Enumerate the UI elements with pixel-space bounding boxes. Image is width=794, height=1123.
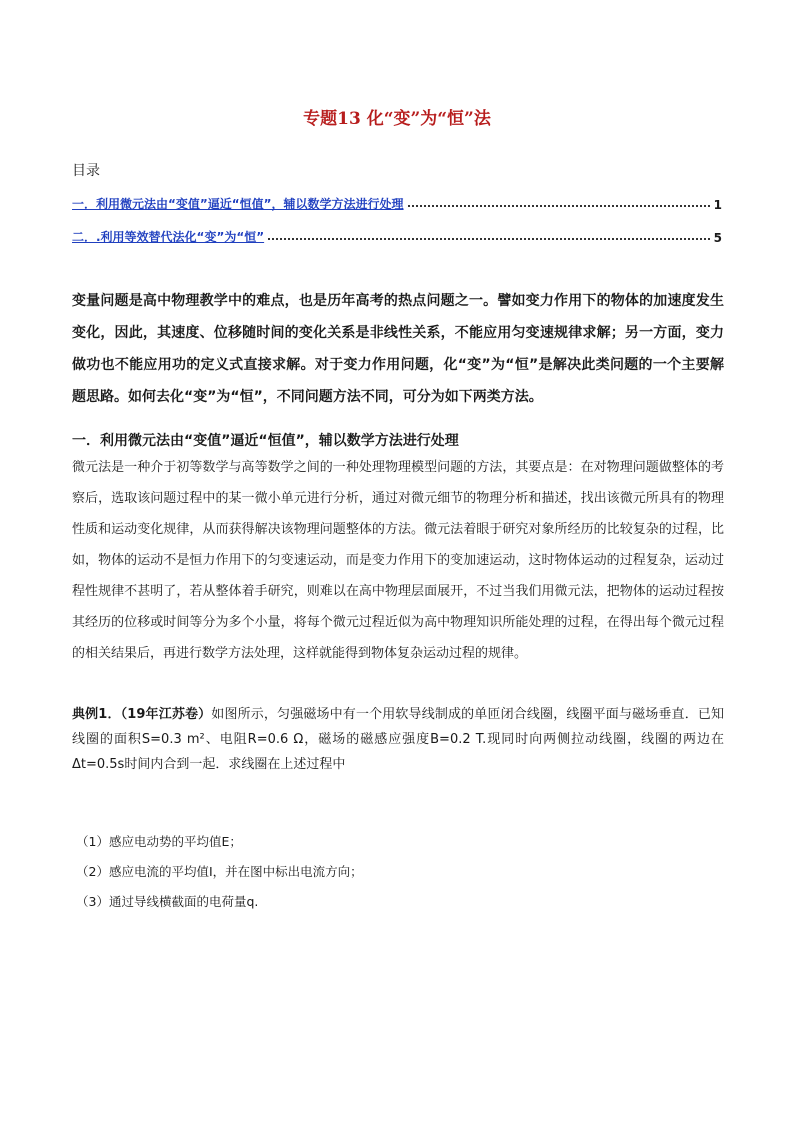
toc-heading: 目录 xyxy=(72,163,100,179)
toc-entry[interactable] xyxy=(72,225,722,245)
toc-leader-dots xyxy=(268,238,710,240)
toc-leader-dots xyxy=(408,205,710,207)
example-problem xyxy=(72,702,724,777)
example-source: （19年江苏卷） xyxy=(120,707,212,722)
example-label: 典例1． xyxy=(72,707,121,722)
question-item: （3）通过导线横截面的电荷量q. xyxy=(76,894,259,909)
body-paragraph: 微元法是一种介于初等数学与高等数学之间的一种处理物理模型问题的方法，其要点是：在对物理问题做整体的考察后，选取该问题过程中的某一微小单元进行分析，通过对微元细节的物理分析和描述，找出该微元所具有的物理性质和运动变化规律，从而获得解决该物理问题整体的方法。微元法着眼于研究对象所经历的比较复杂的过程，比如，物体的运动不是恒力作用下的匀变速运动，而是变力作用下的变加速运动，这时物体运动的过程复杂，运动过程性规律不甚明了，若从整体着手研究，则难以在高中物理层面展开，不过当我们用微元法，把物体的运动过程按其经历的位移或时间等分为多个小量，将每个微元过程近似为高中物理知识所能处理的过程，在得出每个微元过程的相关结果后，再进行数学方法处理，这样就能得到物体复杂运动过程的规律。 xyxy=(72,460,724,661)
example-text: 如图所示，匀强磁场中有一个用软导线制成的单匝闭合线圈，线圈平面与磁场垂直．已知线圈的面积S=0.3 m²、电阻R=0.6 Ω，磁场的磁感应强度B=0.2 T.现同时向两侧拉动线圈，线圈的两边在Δt=0.5s时间内合到一起．求线圈在上述过程中 xyxy=(72,707,724,772)
toc-page-number: 5 xyxy=(713,231,722,245)
intro-paragraph: 变量问题是高中物理教学中的难点，也是历年高考的热点问题之一。譬如变力作用下的物体的加速度发生变化，因此，其速度、位移随时间的变化关系是非线性关系，不能应用匀变速规律求解；另一方面，变力做功也不能应用功的定义式直接求解。对于变力作用问题，化“变”为“恒”是解决此类问题的一个主要解题思路。如何去化“变”为“恒”，不同问题方法不同，可分为如下两类方法。 xyxy=(72,293,724,405)
page-title: 专题13 化“变”为“恒”法 xyxy=(303,109,491,129)
section-heading: 一．利用微元法由“变值”逼近“恒值”，辅以数学方法进行处理 xyxy=(72,433,459,449)
toc-entry-link[interactable]: 一．利用微元法由“变值”逼近“恒值”，辅以数学方法进行处理 xyxy=(72,197,404,211)
question-item: （2）感应电流的平均值I，并在图中标出电流方向； xyxy=(76,864,363,879)
toc-entry[interactable] xyxy=(72,192,722,212)
toc-page-number: 1 xyxy=(713,198,722,212)
toc-entry-link[interactable]: 二．.利用等效替代法化“变”为“恒” xyxy=(72,230,265,244)
question-item: （1）感应电动势的平均值E； xyxy=(76,834,242,849)
